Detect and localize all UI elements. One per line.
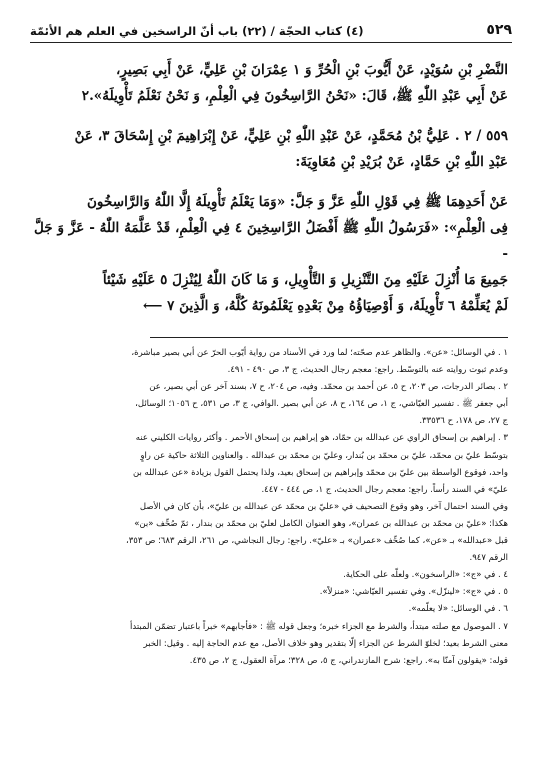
hadith-line: فِى الْعِلْمِ»: «فَرَسُولُ اللّٰهِ ﷺ أَفْضَلُ الرَّاسِخِينَ ٤ فِي الْعِلْمِ، قَدْ عَلَّمَهُ اللّٰهُ - عَزَّ وَ جَلَّ - <box>34 220 509 262</box>
page-number: ٥٢٩ <box>486 22 512 38</box>
footnote-line: ٥ . في «ج»: «لينزّل». وفي تفسير العيّاشي: «منزلاً». <box>319 587 508 598</box>
footnote-line: بتوسّط عليّ بن محمّد، عليّ بن محمّد بن بُندار، وعليّ بن محمّد بن عبدالله . والعناوين الثلاثة حاكية عن راوٍ <box>140 450 508 461</box>
footnote-line: ٧ . الموصول مع صلته مبتدأ، والشرط مع الجزاء خبره؛ وجعل قوله ﷺ : «فأجابهم» خبراً باعتبار تضمّن المبتدأ <box>130 621 508 632</box>
hadith-line <box>34 293 508 319</box>
running-title: (٤) كتاب الحجّة / (٢٢) باب أنّ الراسخين في العلم هم الأئمّة <box>30 24 364 38</box>
footnote-line: ١ . في الوسائل: «عن». والظاهر عدم صحّته؛ لما ورد في الأسناد من رواية أيّوب الحرّ عن أبي بصير مباشرة، <box>131 348 508 358</box>
footnote-line: معنى الشرط بعيد؛ لخلوّ الشرط عن الجزاء إلّا بتقدير وهو خلاف الأصل، مع عدم الحاجة إليه . وقيل: الخبر <box>143 638 508 649</box>
hadith-line: عَنْ أَحَدِهِمَا ﷺ فِي قَوْلِ اللّٰهِ عَزَّ وَ جَلَّ: «وَمَا يَعْلَمُ تَأْوِيلَهُ إِلَّا اللّٰهُ وَالرَّاسِخُونَ <box>86 194 508 210</box>
hadith-line: عَنْ أَبِي عَبْدِ اللّٰهِ ﷺ، قَالَ: «نَحْنُ الرَّاسِخُونَ فِي الْعِلْمِ، وَ نَحْنُ نَعْلَمُ تَأْوِيلَهُ».٢ <box>81 88 508 104</box>
footnote-line: ٢ . بصائر الدرجات، ص ٢٠٣، ح ٥، عن أحمد بن محمّد. وفيه، ص ٢٠٤، ح ٧، بسند آخر عن أبي بصير، عن <box>149 382 508 393</box>
footnote-line: وعدم ثبوت روايته عنه بالتوسّط. راجع: معجم رجال الحديث، ج ٣، ص ٤٩٠ - ٤٩١. <box>227 365 508 376</box>
page-header <box>30 20 512 38</box>
footnote-line: ج ٢٧، ص ١٧٨، ح ٣٣٥٣٦. <box>419 416 508 427</box>
hadith-line: ٥٥٩ / ٢ . عَلِيُّ بْنُ مُحَمَّدٍ، عَنْ عَبْدِ اللّٰهِ بْنِ عَلِيٍّ، عَنْ إِبْرَاهِيمَ بْنِ إِسْحَاقَ ٣، عَنْ <box>74 128 508 144</box>
header-rule <box>30 42 512 43</box>
footnote-separator <box>150 337 508 338</box>
hadith-line-text: لَمْ يُعَلِّمْهُ ٦ تَأْوِيلَهُ، وَ أَوْصِيَاؤُهُ مِنْ بَعْدِهِ يَعْلَمُونَهُ كُلَّهُ، وَ الَّذِينَ ٧ <box>167 298 508 314</box>
footnote-line: وفي السند احتمال آخر، وهو وقوع التصحيف في «عليّ بن محمّد عن عبدالله بن عليّ»، بأن كان في الأصل <box>139 501 508 512</box>
footnote-line: ٦ . في الوسائل: «لا يعلّمه». <box>408 604 508 615</box>
main-text <box>34 57 508 319</box>
footnote-line: عليّ» في السند رأساً. راجع: معجم رجال الحديث، ج ١، ص ٤٤٤ - ٤٤٧. <box>261 484 508 495</box>
footnotes <box>34 345 508 670</box>
footnote-line: واحد، فوقوع الواسطة بين عليّ بن محمّد وإبراهيم بن إسحاق بعيد، ولذا يحتمل القول بزيادة «عن عبدالله بن <box>133 467 508 478</box>
hadith-line: جَمِيعَ مَا أُنْزِلَ عَلَيْهِ مِنَ التَّنْزِيلِ وَ التَّأْوِيلِ، وَ مَا كَانَ اللّٰهُ لِيُنْزِلَ ٥ عَلَيْهِ شَيْئاً <box>102 272 508 288</box>
footnote-line: ٤ . في «ج»: «الراسخون». ولعلّه على الحكاية. <box>343 570 508 581</box>
footnote-line: هكذا: «عليّ بن محمّد بن عبدالله بن عمران»، وهو العنوان الكامل لعليّ بن محمّد بن بندار ، ثمّ صُحِّف «بن» <box>134 518 508 529</box>
footnote-line: أبي جعفر ﷺ . تفسير العيّاشي، ج ١، ص ١٦٤، ح ٨، عن أبي بصير .الوافي، ج ٣، ص ٥٣١، ح ١٠٥٦؛ الوسائل، <box>135 399 508 410</box>
footnote-line: قبل «عبدالله» بـ «عن»، كما صُحِّف «عمران» بـ «عليّ». راجع: رجال النجاشي، ص ٢٦١، الرقم ٦٨٣؛ ص ٣٥٣، <box>125 536 508 547</box>
continuation-arrow: ⟵ <box>142 298 163 314</box>
footnote-line: ٣ . إبراهيم بن إسحاق الراوي عن عبدالله بن حمّاد، هو إبراهيم بن إسحاق الأحمر . وأكثر روايات الكليني عنه <box>135 433 508 444</box>
hadith-line: عَبْدِ اللّٰهِ بْنِ حَمَّادٍ، عَنْ بُرَيْدِ بْنِ مُعَاوِيَةَ: <box>295 154 508 170</box>
footnote-line: قوله: «يقولون آمنّا به». راجع: شرح المازندراني، ج ٥، ص ٣٢٨؛ مرآة العقول، ج ٢، ص ٤٣٥. <box>189 655 508 666</box>
footnote-line: الرقم ٩٤٧. <box>469 553 508 564</box>
hadith-line: النَّضْرِ بْنِ سُوَيْدٍ، عَنْ أَيُّوبَ بْنِ الْحُرِّ وَ ١ عِمْرَانَ بْنِ عَلِيٍّ، عَنْ أَبِي بَصِيرٍ، <box>115 62 508 78</box>
